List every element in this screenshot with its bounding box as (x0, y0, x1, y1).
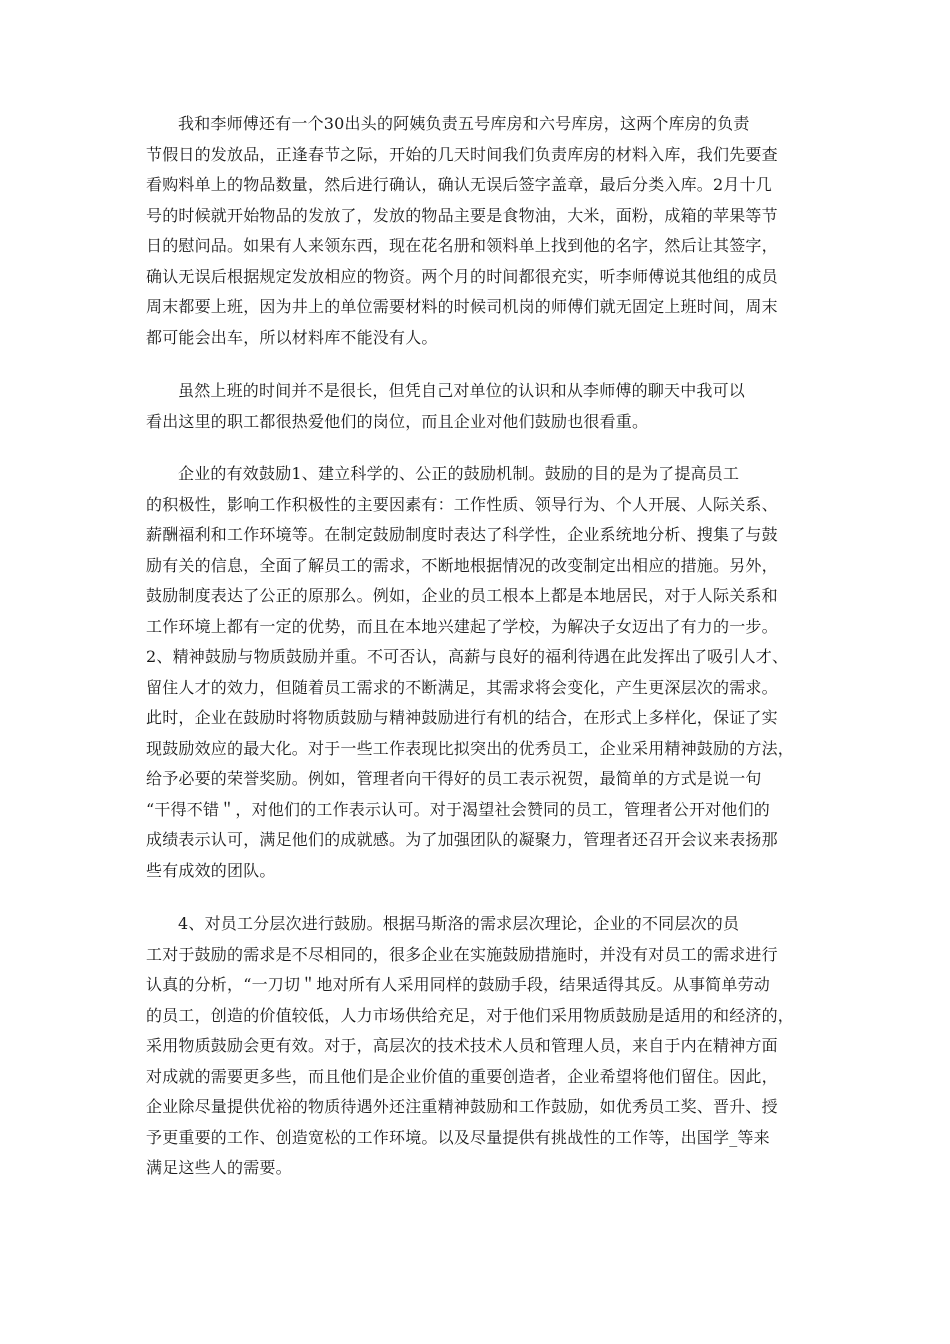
text-line: 2、精神鼓励与物质鼓励并重。不可否认，高薪与良好的福利待遇在此发挥出了吸引人才、 (146, 647, 789, 666)
text-line: 认真的分析，“一刀切＂地对所有人采用同样的鼓励手段，结果适得其反。从事简单劳动 (146, 975, 770, 994)
paragraph-work-impression (146, 376, 806, 437)
text-line: 成绩表示认可，满足他们的成就感。为了加强团队的凝聚力，管理者还召开会议来表扬那 (146, 830, 778, 849)
text-line: 采用物质鼓励会更有效。对于，高层次的技术技术人员和管理人员，来自于内在精神方面 (146, 1036, 778, 1055)
text-line: 节假日的发放品，正逢春节之际，开始的几天时间我们负责库房的材料入库，我们先要查 (146, 144, 778, 164)
text-line: 留住人才的效力，但随着员工需求的不断满足，其需求将会变化，产生更深层次的需求。 (146, 677, 778, 697)
text-line: 企业的有效鼓励1、建立科学的、公正的鼓励机制。鼓励的目的是为了提高员工 (178, 464, 740, 483)
text-line: 工作环境上都有一定的优势，而且在本地兴建起了学校，为解决子女迈出了有力的一步。 (146, 616, 778, 636)
text-line: 虽然上班的时间并不是很长，但凭自己对单位的认识和从李师傅的聊天中我可以 (178, 381, 746, 400)
text-line: 此时，企业在鼓励时将物质鼓励与精神鼓励进行有机的结合，在形式上多样化，保证了实 (146, 708, 778, 727)
text-line: 的员工，创造的价值较低，人力市场供给充足，对于他们采用物质鼓励是适用的和经济的， (146, 1005, 795, 1025)
paragraph-tiered-incentives (146, 909, 806, 1184)
paragraph-incentive-mechanism (146, 459, 806, 886)
text-line: 对成就的需要更多些，而且他们是企业价值的重要创造者，企业希望将他们留住。因此， (146, 1066, 778, 1086)
text-line: 给予必要的荣誉奖励。例如，管理者向干得好的员工表示祝贺，最简单的方式是说一句 (146, 769, 762, 788)
text-line: 4、对员工分层次进行鼓励。根据马斯洛的需求层次理论，企业的不同层次的员 (178, 914, 740, 933)
text-line: 看购料单上的物品数量，然后进行确认，确认无误后签字盖章，最后分类入库。2月十几 (146, 175, 772, 194)
text-line: 确认无误后根据规定发放相应的物资。两个月的时间都很充实，听李师傅说其他组的成员 (146, 266, 778, 286)
text-line: 现鼓励效应的最大化。对于一些工作表现比拟突出的优秀员工，企业采用精神鼓励的方法， (146, 738, 795, 758)
text-line: 周末都要上班，因为井上的单位需要材料的时候司机岗的师傅们就无固定上班时间，周末 (146, 297, 778, 316)
text-line: 些有成效的团队。 (146, 860, 276, 880)
text-line: 我和李师傅还有一个30出头的阿姨负责五号库房和六号库房，这两个库房的负责 (178, 114, 750, 133)
paragraph-warehouse-duty (146, 109, 806, 353)
text-line: 日的慰问品。如果有人来领东西，现在花名册和领料单上找到他的名字，然后让其签字， (146, 236, 778, 255)
text-line: 满足这些人的需要。 (146, 1158, 292, 1177)
text-line: 鼓励制度表达了公正的原那么。例如，企业的员工根本上都是本地居民，对于人际关系和 (146, 586, 778, 605)
text-line: 的积极性，影响工作积极性的主要因素有：工作性质、领导行为、个人开展、人际关系、 (146, 494, 778, 514)
text-line: 看出这里的职工都很热爱他们的岗位，而且企业对他们鼓励也很看重。 (146, 411, 649, 431)
text-line: 工对于鼓励的需求是不尽相同的，很多企业在实施鼓励措施时，并没有对员工的需求进行 (146, 944, 778, 964)
text-line: 都可能会出车，所以材料库不能没有人。 (146, 327, 438, 347)
text-line: 企业除尽量提供优裕的物质待遇外还注重精神鼓励和工作鼓励，如优秀员工奖、晋升、授 (146, 1097, 778, 1116)
text-line: “干得不错＂，对他们的工作表示认可。对于渴望社会赞同的员工，管理者公开对他们的 (146, 799, 770, 819)
text-line: 薪酬福利和工作环境等。在制定鼓励制度时表达了科学性，企业系统地分析、搜集了与鼓 (146, 525, 778, 544)
text-line: 励有关的信息，全面了解员工的需求，不断地根据情况的改变制定出相应的措施。另外， (146, 555, 778, 575)
text-line: 予更重要的工作、创造宽松的工作环境。以及尽量提供有挑战性的工作等，出国学_等来 (146, 1127, 770, 1147)
text-line: 号的时候就开始物品的发放了，发放的物品主要是食物油，大米，面粉，成箱的苹果等节 (146, 205, 778, 225)
document-body (146, 109, 806, 1184)
